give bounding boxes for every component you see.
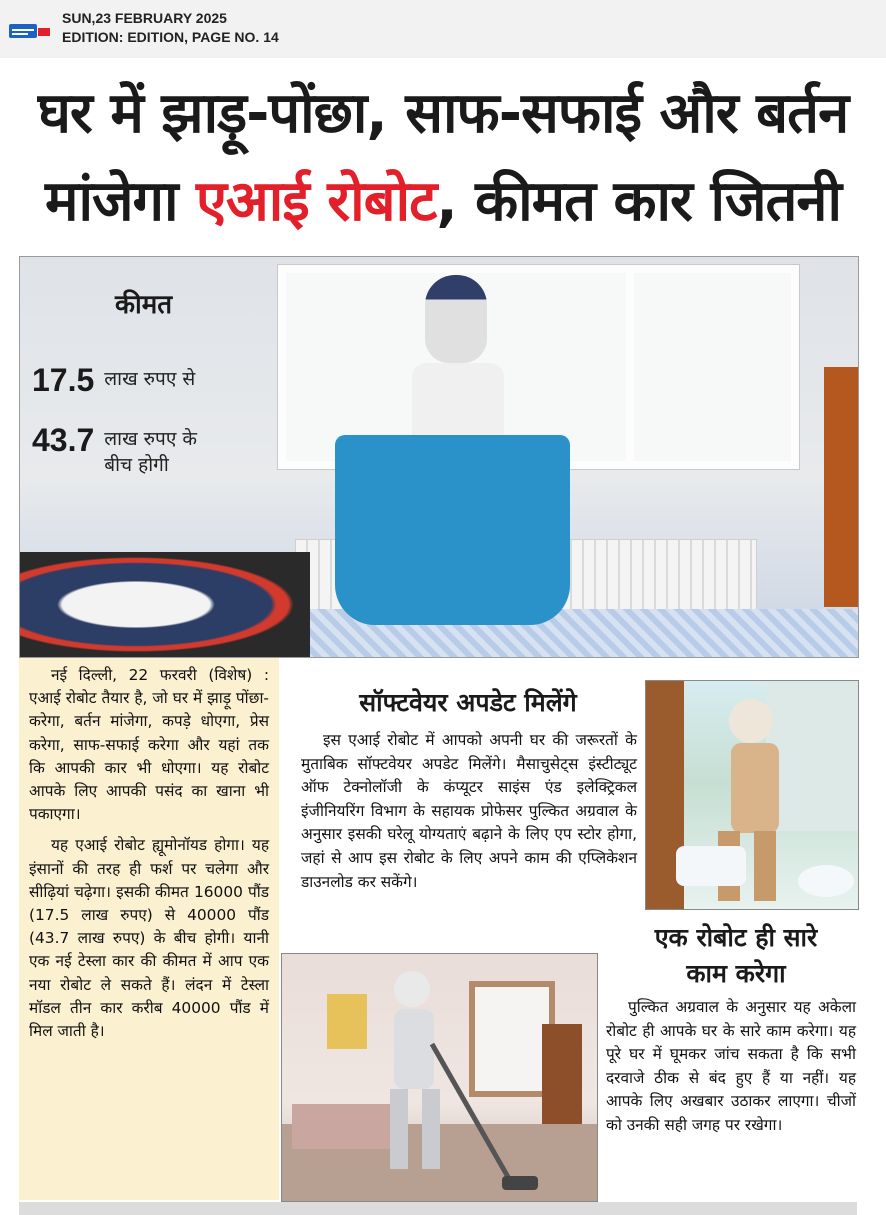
blue-shirt: [335, 435, 570, 625]
newspaper-logo[interactable]: [9, 20, 51, 42]
headline-line-2-end: , कीमत कार जितनी: [436, 169, 842, 234]
price-max-text: लाख रुपए के बीच होगी: [104, 428, 197, 476]
section-one-robot-title-line-2: काम करेगा: [686, 959, 786, 988]
clothes-pile: [20, 552, 310, 657]
price-row-min: [32, 362, 195, 399]
section-one-robot-body: पुल्कित अग्रवाल के अनुसार यह अकेला रोबोट ही आपके घर के सारे काम करेगा। यह पूरे घर में घूमकर जांच सकता है कि सभी दरवाजे ठीक से बंद हुए हैं या नहीं। यह आपके लिए अखबार उठाकर लाएगा। चीजों को उनकी सही जगह पर रखेगा।: [606, 998, 856, 1134]
price-row-max: [32, 422, 219, 478]
headline-line-1: घर में झाड़ू-पोंछा, साफ-सफाई और बर्तन: [37, 81, 849, 146]
bottom-strip: [19, 1202, 857, 1215]
section-software-body: इस एआई रोबोट में आपको अपनी घर की जरूरतों के मुताबिक सॉफ्टवेयर अपडेट मिलेंगे। मैसाचुसेट्स इंस्टीट्यूट ऑफ टेक्नोलॉजी के कंप्यूटर साइंस एंड इलेक्ट्रिकल इंजीनियरिंग विभाग के सहायक प्रोफेसर पुल्कित अग्रवाल के अनुसार इसकी घरेलू योग्यताएं बढ़ाने के लिए एप स्टोर होगा, जहां से आप इस रोबोट के लिए अपने काम की एप्लिकेशन डाउनलोड कर सकेंगे।: [301, 731, 637, 891]
price-min-text: लाख रुपए से: [104, 368, 196, 390]
masthead-bar: [0, 0, 886, 58]
edition-page: EDITION: EDITION, PAGE NO. 14: [62, 29, 279, 45]
photo-robot-bathroom: [645, 680, 859, 910]
price-min-value: 17.5: [32, 362, 95, 398]
section-software-title: सॉफ्टवेयर अपडेट मिलेंगे: [359, 688, 577, 717]
robot-head: [425, 275, 487, 363]
photo-robot-vacuuming: [281, 953, 598, 1202]
article-sidebar-column: [19, 658, 279, 1200]
price-title: कीमत: [115, 290, 173, 320]
edition-date: SUN,23 FEBRUARY 2025: [62, 10, 227, 26]
article-paragraph-2: यह एआई रोबोट ह्यूमोनॉयड होगा। यह इंसानों की तरह ही फर्श पर चलेगा और सीढ़ियां चढ़ेगा। इसकी कीमत 16000 पौंड (17.5 लाख रुपए) से 40000 पौंड (43.7 लाख रुपए) के बीच होगी। यानी एक नई टेस्ला कार की कीमत में आप एक नया रोबोट ले सकते हैं। लंदन में टेस्ला मॉडल तीन कार करीब 40000 पौंड में मिल जाती है।: [29, 836, 269, 1041]
headline-line-2: [0, 158, 886, 246]
edition-meta: [62, 9, 279, 47]
photo-shelf: [824, 367, 858, 607]
hero-photo-robot-folding-shirt: [19, 256, 859, 658]
headline-highlight: एआई रोबोट: [196, 169, 437, 234]
page-headline: [0, 70, 886, 246]
section-one-robot-title-line-1: एक रोबोट ही सारे: [654, 923, 818, 952]
article-paragraph-1: नई दिल्ली, 22 फरवरी (विशेष) : एआई रोबोट तैयार है, जो घर में झाड़ू पोंछा-करेगा, बर्तन मांजेगा, कपड़े धोएगा, प्रेस करेगा, साफ-सफाई करेगा और यहां तक कि आपकी कार भी धोएगा। यह रोबोट आपके लिए आपकी पसंद का खाना भी पकाएगा।: [29, 666, 269, 824]
section-one-robot-title: [604, 920, 868, 992]
price-max-value: 43.7: [32, 422, 95, 458]
headline-line-2-start: मांजेगा: [44, 169, 197, 234]
